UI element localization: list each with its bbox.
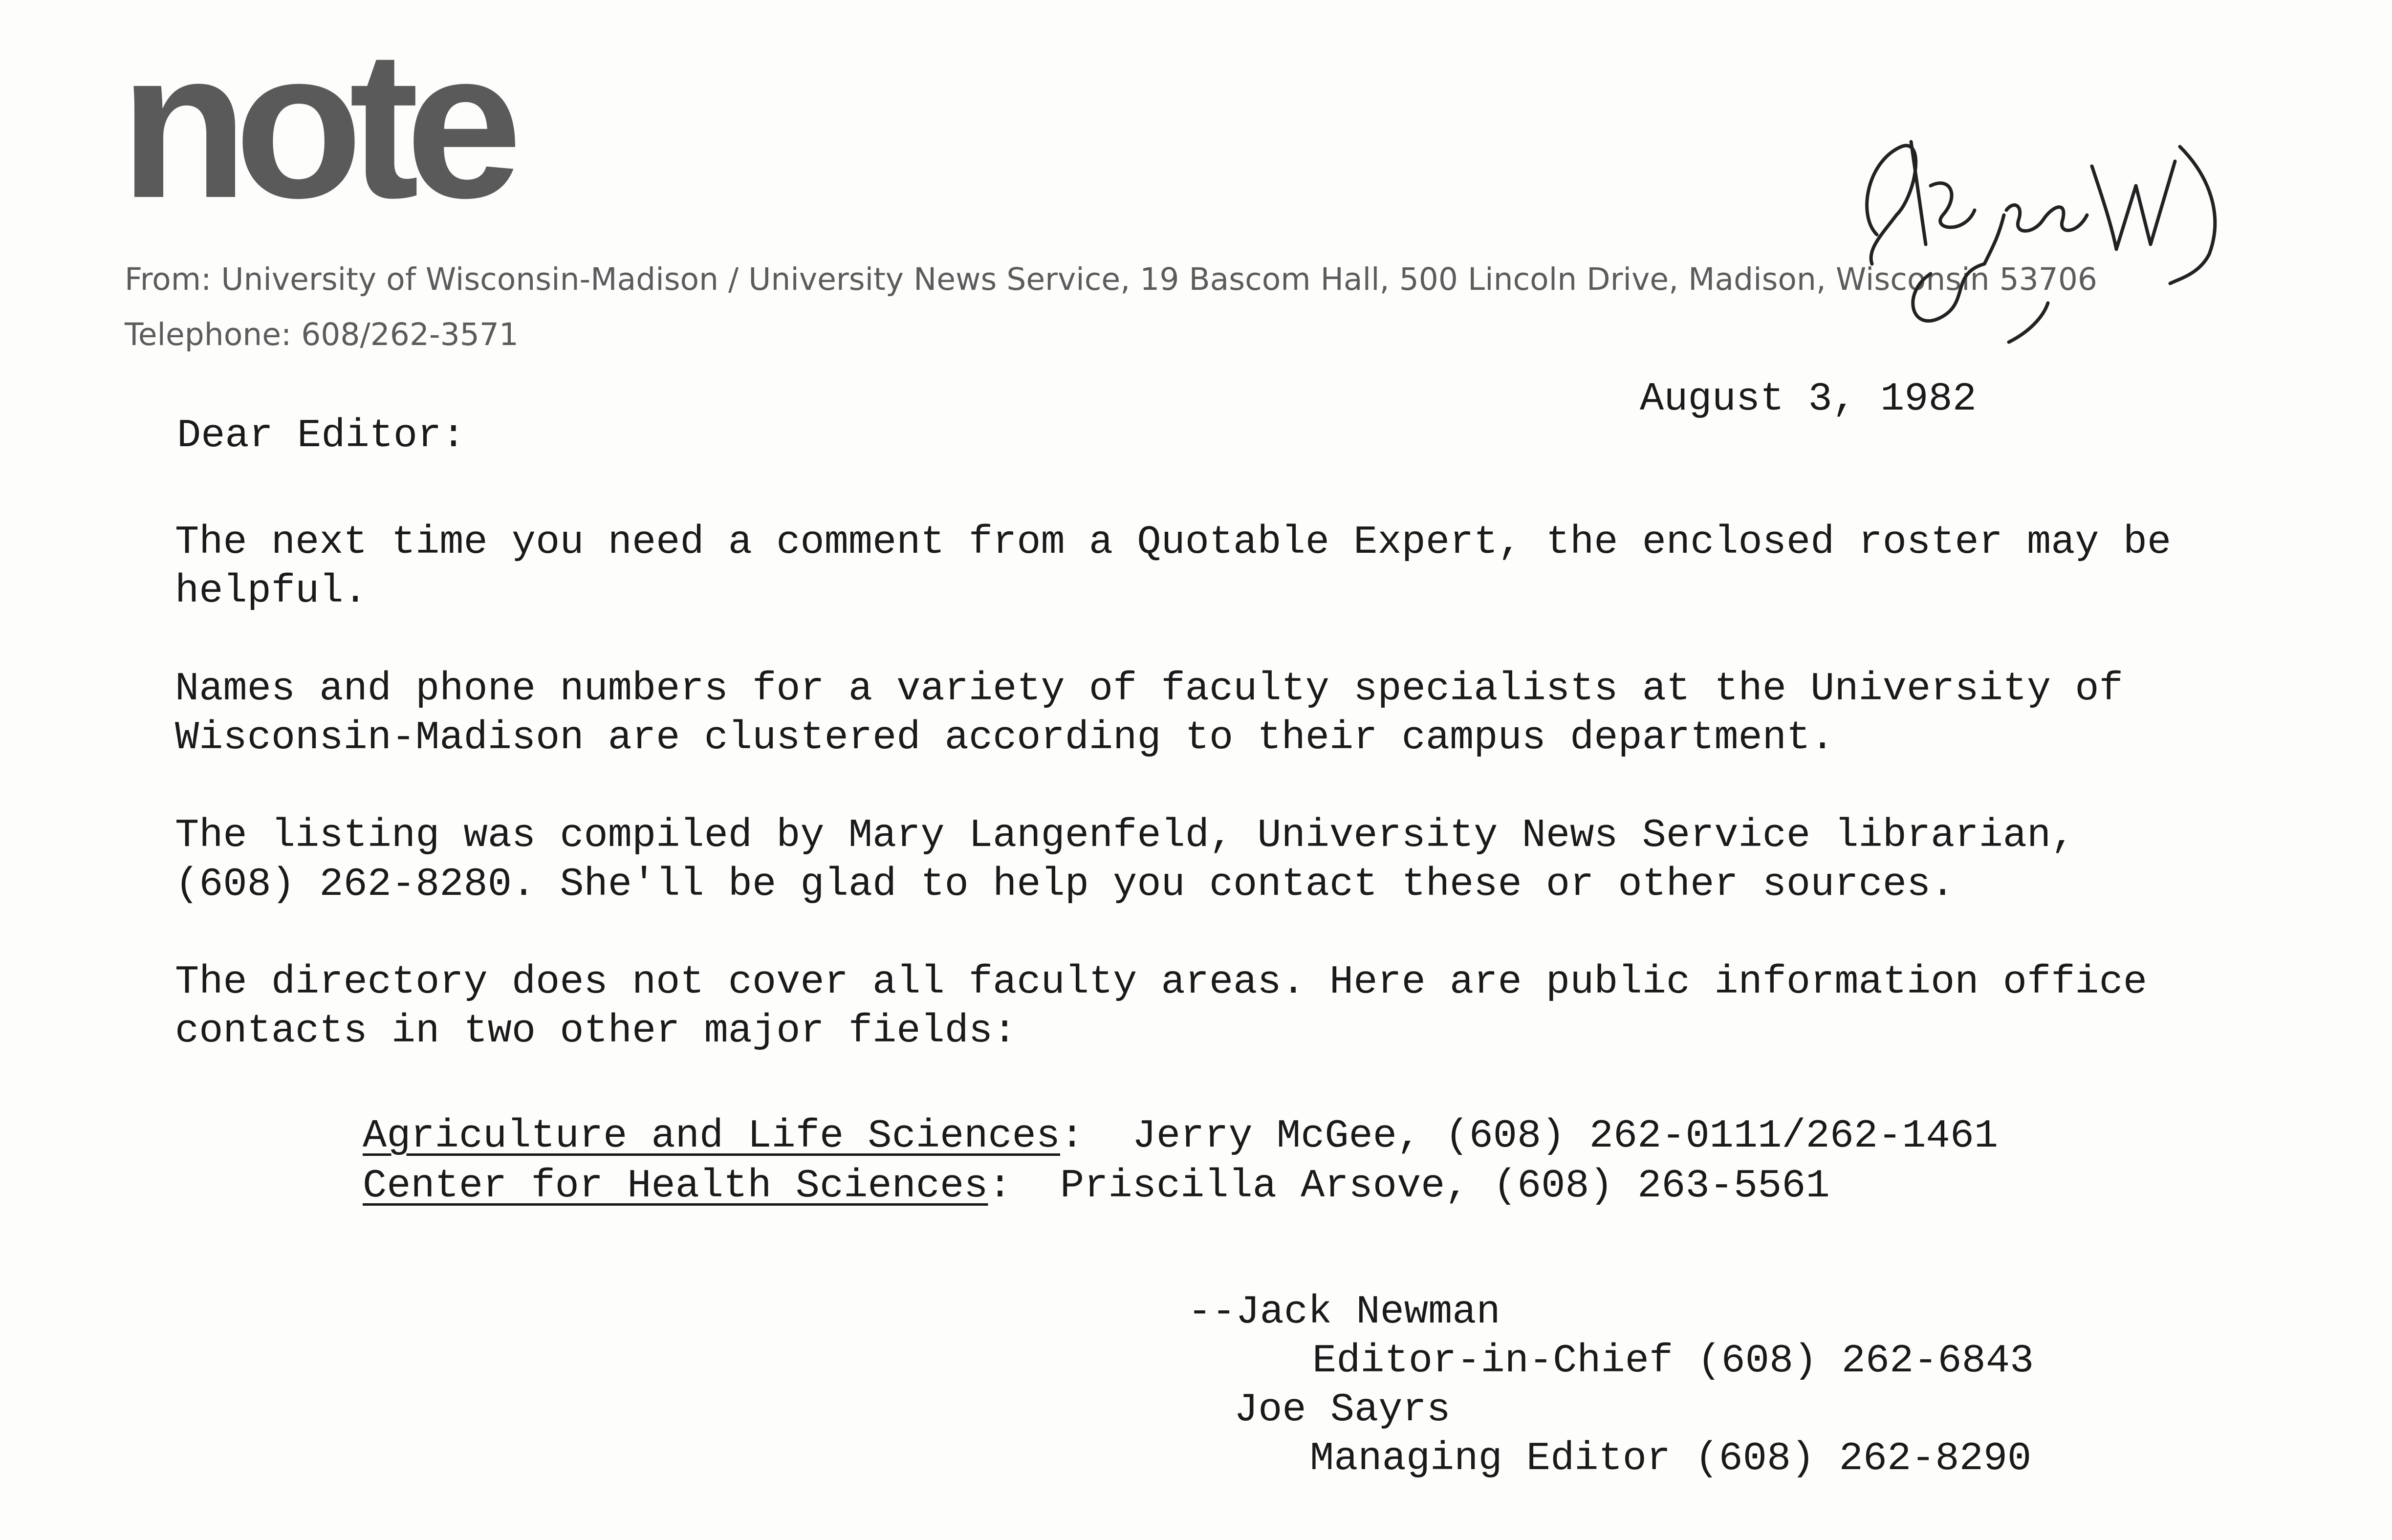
contact-separator: : — [1060, 1113, 1085, 1159]
contact-separator: : — [988, 1163, 1012, 1209]
salutation: Dear Editor: — [177, 413, 466, 458]
handwritten-annotation — [1838, 88, 2239, 362]
signature-name-2: Joe Sayrs — [1234, 1387, 1451, 1432]
paragraph-line: helpful. — [175, 568, 368, 614]
signature-title-2: Managing Editor (608) 262-8290 — [1310, 1436, 2032, 1481]
paragraph-4 — [175, 958, 2147, 1056]
contact-health-sciences — [363, 1163, 1830, 1209]
signature-title-1: Editor-in-Chief (608) 262-6843 — [1312, 1338, 2034, 1384]
paragraph-line: (608) 262-8280. She'll be glad to help you contact these or other sources. — [175, 862, 1955, 907]
paragraph-2 — [175, 665, 2123, 762]
contact-field-name: Agriculture and Life Sciences — [363, 1113, 1061, 1159]
from-address-line: From: University of Wisconsin-Madison / University News Service, 19 Bascom Hall, 500 Lincoln Drive, Madison, Wisconsin 53706 — [125, 261, 2097, 297]
paragraph-line: The directory does not cover all faculty areas. Here are public information office — [175, 959, 2148, 1005]
contact-field-name: Center for Health Sciences — [363, 1163, 988, 1209]
contact-detail: Priscilla Arsove, (608) 263-5561 — [1012, 1163, 1830, 1209]
paragraph-line: The listing was compiled by Mary Langenfeld, University News Service librarian, — [175, 813, 2075, 858]
contact-agriculture — [363, 1113, 1998, 1159]
paragraph-3 — [175, 811, 2075, 909]
signature-name-1: --Jack Newman — [1188, 1289, 1500, 1335]
paragraph-line: The next time you need a comment from a Quotable Expert, the enclosed roster may be — [175, 520, 2172, 565]
paragraph-line: Names and phone numbers for a variety of faculty specialists at the University of — [175, 666, 2123, 712]
note-logo: note — [120, 7, 509, 242]
paragraph-1 — [175, 518, 2171, 616]
contact-detail: Jerry McGee, (608) 262-0111/262-1461 — [1084, 1113, 1999, 1159]
paragraph-line: Wisconsin-Madison are clustered according to their campus department. — [175, 715, 1835, 760]
telephone-line: Telephone: 608/262-3571 — [125, 317, 519, 352]
letter-date: August 3, 1982 — [1640, 376, 1977, 422]
paragraph-line: contacts in two other major fields: — [175, 1008, 1017, 1054]
